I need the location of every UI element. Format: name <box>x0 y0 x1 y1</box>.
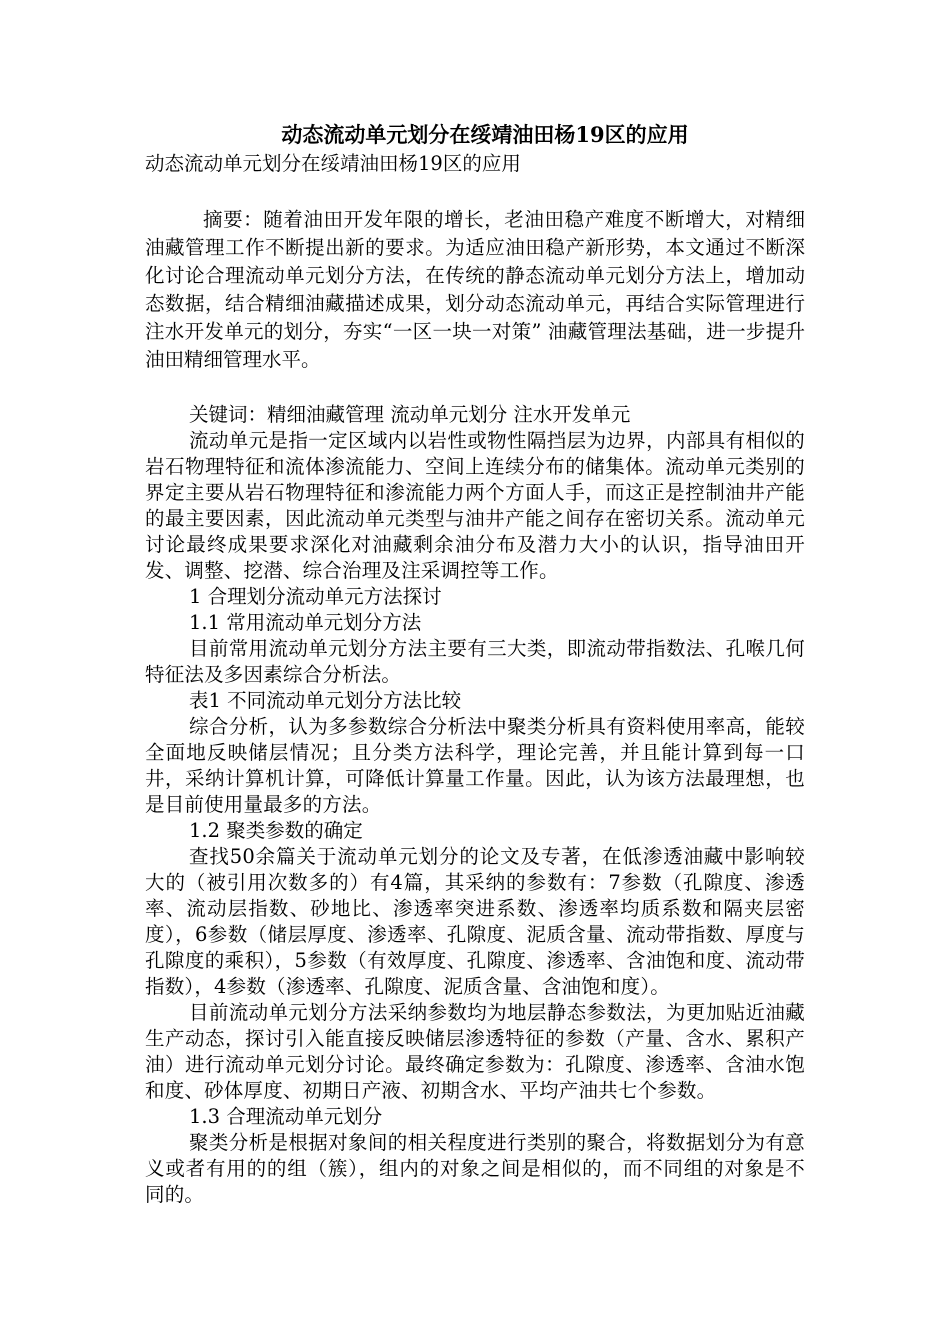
blank-line <box>145 374 805 402</box>
body-paragraph: 流动单元是指一定区域内以岩性或物性隔挡层为边界，内部具有相似的岩石物理特征和流体渗流能力、空间上连续分布的储集体。流动单元类别的界定主要从岩石物理特征和渗流能力两个方面人手，而这正是控制油井产能的最主要因素，因此流动单元类型与油井产能之间存在密切关系。流动单元讨论最终成果要求深化对油藏剩余油分布及潜力大小的认识，指导油田开发、调整、挖潜、综合治理及注采调控等工作。 <box>145 429 805 582</box>
blank-line <box>145 178 805 206</box>
body-paragraph: 查找50余篇关于流动单元划分的论文及专著，在低渗透油藏中影响较大的（被引用次数多的）有4篇，其采纳的参数有：7参数（孔隙度、渗透率、流动层指数、砂地比、渗透率突进系数、渗透率均质系数和隔夹层密度），6参数（储层厚度、渗透率、孔隙度、泥质含量、流动带指数、厚度与孔隙度的乘积），5参数（有效厚度、孔隙度、渗透率、含油饱和度、流动带指数），4参数（渗透率、孔隙度、泥质含量、含油饱和度）。 <box>145 845 805 998</box>
subsection-heading: 1.1 常用流动单元划分方法 <box>189 611 422 634</box>
document-title: 动态流动单元划分在绥靖油田杨19区的应用 <box>281 122 689 147</box>
body-paragraph: 目前常用流动单元划分方法主要有三大类，即流动带指数法、孔喉几何特征法及多因素综合分析法。 <box>145 637 805 686</box>
body-paragraph: 聚类分析是根据对象间的相关程度进行类别的聚合，将数据划分为有意义或者有用的的组（簇），组内的对象之间是相似的，而不同组的对象是不同的。 <box>145 1131 805 1206</box>
document-page <box>145 120 805 1208</box>
document-subtitle: 动态流动单元划分在绥靖油田杨19区的应用 <box>145 152 521 175</box>
abstract-paragraph: 摘要：随着油田开发年限的增长，老油田稳产难度不断增大，对精细油藏管理工作不断提出新的要求。为适应油田稳产新形势，本文通过不断深化讨论合理流动单元划分方法，在传统的静态流动单元划分方法上，增加动态数据，结合精细油藏描述成果，划分动态流动单元，再结合实际管理进行注水开发单元的划分，夯实“一区一块一对策” 油藏管理法基础，进一步提升油田精细管理水平。 <box>145 208 805 371</box>
keywords-line: 关键词：精细油藏管理 流动单元划分 注水开发单元 <box>189 403 631 426</box>
table-caption: 表1 不同流动单元划分方法比较 <box>189 689 462 712</box>
subsection-heading: 1.2 聚类参数的确定 <box>189 819 363 842</box>
subsection-heading: 1.3 合理流动单元划分 <box>189 1105 383 1128</box>
body-paragraph: 综合分析，认为多参数综合分析法中聚类分析具有资料使用率高，能较全面地反映储层情况；且分类方法科学，理论完善，并且能计算到每一口井，采纳计算机计算，可降低计算量工作量。因此，认为该方法最理想，也是目前使用量最多的方法。 <box>145 715 805 816</box>
section-heading: 1 合理划分流动单元方法探讨 <box>189 585 442 608</box>
body-paragraph: 目前流动单元划分方法采纳参数均为地层静态参数法，为更加贴近油藏生产动态，探讨引入能直接反映储层渗透特征的参数（产量、含水、累积产油）进行流动单元划分讨论。最终确定参数为：孔隙度、渗透率、含油水饱和度、砂体厚度、初期日产液、初期含水、平均产油共七个参数。 <box>145 1001 805 1102</box>
